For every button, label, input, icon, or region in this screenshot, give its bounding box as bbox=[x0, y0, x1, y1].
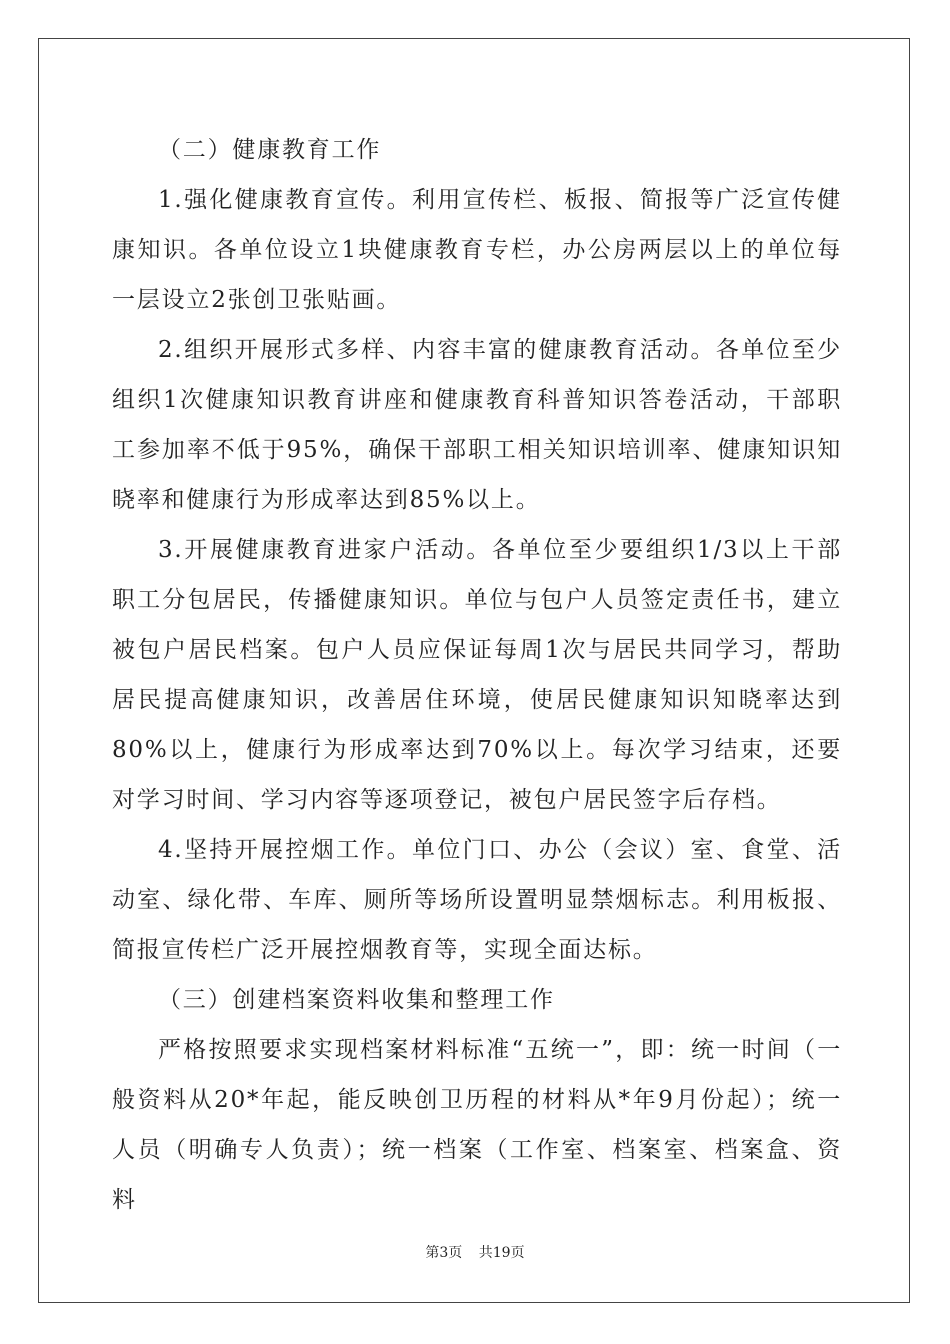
paragraph-5: 严格按照要求实现档案材料标准“五统一”，即：统一时间（一般资料从20*年起，能反映创卫历程的材料从*年9月份起）；统一人员（明确专人负责）；统一档案（工作室、档案室、档案盒、资料 bbox=[112, 1037, 842, 1213]
paragraph-4: 4.坚持开展控烟工作。单位门口、办公（会议）室、食堂、活动室、绿化带、车库、厕所等场所设置明显禁烟标志。利用板报、简报宣传栏广泛开展控烟教育等，实现全面达标。 bbox=[112, 837, 842, 963]
paragraph-2: 2.组织开展形式多样、内容丰富的健康教育活动。各单位至少组织1次健康知识教育讲座和健康教育科普知识答卷活动，干部职工参加率不低于95%，确保干部职工相关知识培训率、健康知识知晓率和健康行为形成率达到85%以上。 bbox=[112, 337, 842, 513]
paragraph-3: 3.开展健康教育进家户活动。各单位至少要组织1/3以上干部职工分包居民，传播健康知识。单位与包户人员签定责任书，建立被包户居民档案。包户人员应保证每周1次与居民共同学习，帮助居民提高健康知识，改善居住环境，使居民健康知识知晓率达到80%以上，健康行为形成率达到70%以上。每次学习结束，还要对学习时间、学习内容等逐项登记，被包户居民签字后存档。 bbox=[112, 537, 842, 813]
paragraph-1: 1.强化健康教育宣传。利用宣传栏、板报、简报等广泛宣传健康知识。各单位设立1块健康教育专栏，办公房两层以上的单位每一层设立2张创卫张贴画。 bbox=[112, 187, 842, 313]
page-number: 第3页 bbox=[425, 1245, 463, 1261]
section-heading-2: （二）健康教育工作 bbox=[158, 137, 382, 163]
document-body bbox=[112, 125, 842, 1225]
section-heading-3: （三）创建档案资料收集和整理工作 bbox=[158, 987, 555, 1013]
page-footer bbox=[0, 1242, 950, 1262]
page-total: 共19页 bbox=[478, 1245, 525, 1261]
